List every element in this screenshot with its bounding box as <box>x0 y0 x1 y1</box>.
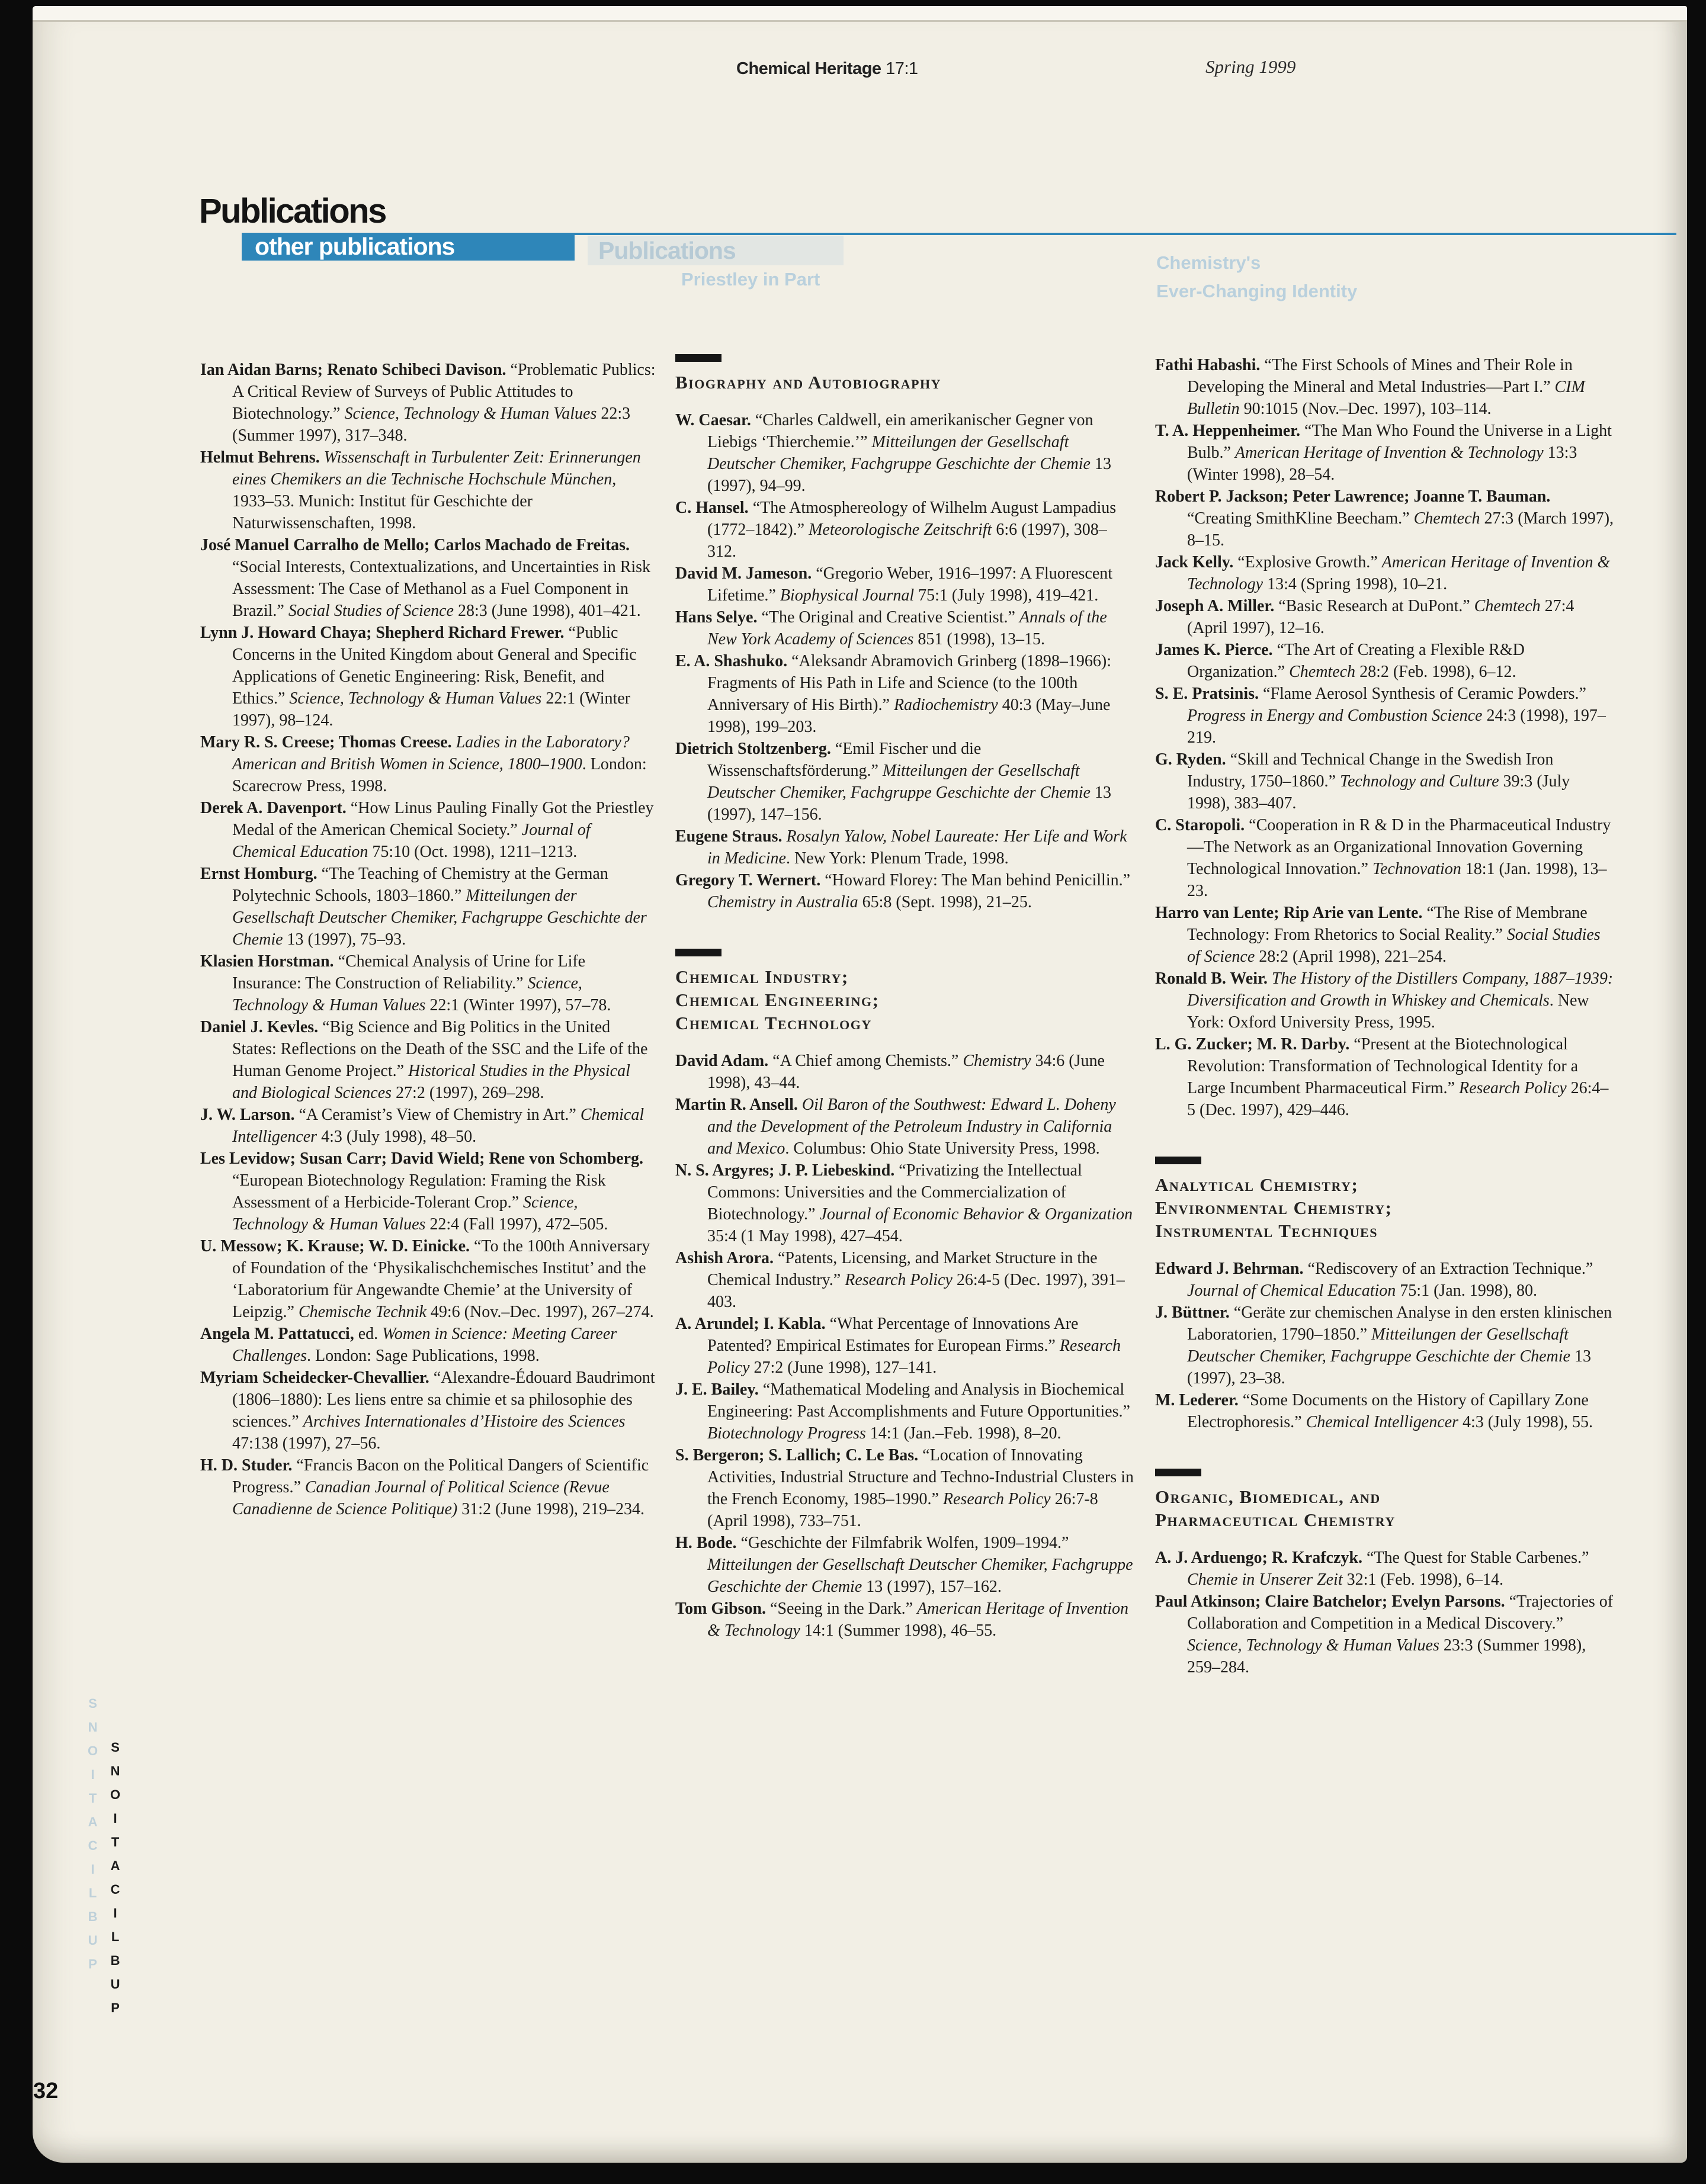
sidebar-vertical-label <box>110 1741 120 2015</box>
bibliography-entry: U. Messow; K. Krause; W. D. Einicke. “To the 100th Anniversary of Foundation of the ‘Physikalischchemisches Institut’ and the ‘Laboratorium für Angewandte Chemie’ at the University of Leipzig.” Chemische Technik 49:6 (Nov.–Dec. 1997), 267–274. <box>200 1237 654 1321</box>
sidebar-letter: S <box>111 1740 120 1755</box>
bibliography-entry: Ronald B. Weir. The History of the Distillers Company, 1887–1939: Diversification and Growth in Whiskey and Chemicals. New York: Oxford University Press, 1995. <box>1155 969 1614 1032</box>
sidebar-letter: L <box>111 1929 120 1944</box>
section-rule <box>1155 1157 1201 1164</box>
bibliography-entry: Martin R. Ansell. Oil Baron of the Southwest: Edward L. Doheny and the Development of the Petroleum Industry in California and Mexico. Columbus: Ohio State University Press, 1998. <box>675 1096 1116 1158</box>
section-heading: Organic, Biomedical, and Pharmaceutical Chemistry <box>1155 1486 1396 1530</box>
sidebar-letter: N <box>110 1764 120 1778</box>
showthrough-heading-line: Ever-Changing Identity <box>1156 281 1358 301</box>
sidebar-letter: P <box>111 2000 120 2015</box>
section-heading: Analytical Chemistry; Environmental Chemistry; Instrumental Techniques <box>1155 1174 1393 1241</box>
bibliography-entry: Angela M. Pattatucci, ed. Women in Science: Meeting Career Challenges. London: Sage Publications, 1998. <box>200 1325 617 1365</box>
bibliography-entry: Daniel J. Kevles. “Big Science and Big Politics in the United States: Reflections on the Death of the SSC and the Life of the Human Genome Project.” Historical Studies in the Physical and Biological Sciences 27:2 (1997), 269–298. <box>200 1018 648 1102</box>
bibliography-section <box>675 354 1134 913</box>
sidebar-letter: U <box>88 1933 98 1948</box>
sidebar-letter: I <box>113 1906 117 1920</box>
bibliography-section <box>675 949 1134 1642</box>
bibliography-entry: Robert P. Jackson; Peter Lawrence; Joanne T. Bauman. “Creating SmithKline Beecham.” Chemtech 27:3 (March 1997), 8–15. <box>1155 487 1614 550</box>
bibliography-column-3 <box>1155 354 1614 1678</box>
sidebar-letter: C <box>110 1882 120 1897</box>
bibliography-column-1 <box>200 359 658 1520</box>
bibliography-entry: M. Lederer. “Some Documents on the History of Capillary Zone Electrophoresis.” Chemical Intelligencer 4:3 (July 1998), 55. <box>1155 1391 1593 1431</box>
sidebar-letter: A <box>110 1858 120 1873</box>
bibliography-entry: E. A. Shashuko. “Aleksandr Abramovich Grinberg (1898–1966): Fragments of His Path in Life and Science (to the 100th Anniversary of His Birth).” Radiochemistry 40:3 (May–June 1998), 199–203. <box>675 652 1112 736</box>
sidebar-letter: I <box>91 1862 95 1877</box>
bibliography-entry: N. S. Argyres; J. P. Liebeskind. “Privatizing the Intellectual Commons: Universities and the Commercialization of Biotechnology.” Journal of Economic Behavior & Organization 35:4 (1 May 1998), 427–454. <box>675 1161 1133 1245</box>
bibliography-entry: A. J. Arduengo; R. Krafczyk. “The Quest for Stable Carbenes.” Chemie in Unserer Zeit 32:1 (Feb. 1998), 6–14. <box>1155 1549 1589 1589</box>
bibliography-entry: David M. Jameson. “Gregorio Weber, 1916–1997: A Fluorescent Lifetime.” Biophysical Journal 75:1 (July 1998), 419–421. <box>675 564 1113 605</box>
bibliography-entry: W. Caesar. “Charles Caldwell, ein amerikanischer Gegner von Liebigs ‘Thierchemie.’” Mitteilungen der Gesellschaft Deutscher Chemiker, Fachgruppe Geschichte der Chemie 13 (1997), 94–99. <box>675 411 1111 495</box>
showthrough-heading <box>1156 249 1357 306</box>
bibliography-section <box>1155 354 1614 1121</box>
bibliography-entry: James K. Pierce. “The Art of Creating a Flexible R&D Organization.” Chemtech 28:2 (Feb. 1998), 6–12. <box>1155 641 1525 681</box>
sidebar-letter: O <box>110 1787 121 1802</box>
section-heading: Biography and Autobiography <box>675 372 941 393</box>
banner-rule <box>575 233 1676 235</box>
sidebar-letter: T <box>111 1835 120 1849</box>
masthead-journal-title <box>736 59 918 79</box>
section-banner: other publications <box>242 233 575 261</box>
sidebar-letter: N <box>88 1720 98 1735</box>
bibliography-entry: Eugene Straus. Rosalyn Yalow, Nobel Laureate: Her Life and Work in Medicine. New York: Plenum Trade, 1998. <box>675 827 1127 868</box>
bibliography-entry: J. W. Larson. “A Ceramist’s View of Chemistry in Art.” Chemical Intelligencer 4:3 (July 1998), 48–50. <box>200 1106 644 1146</box>
bibliography-entry: David Adam. “A Chief among Chemists.” Chemistry 34:6 (June 1998), 43–44. <box>675 1052 1105 1092</box>
bibliography-entry: Klasien Horstman. “Chemical Analysis of Urine for Life Insurance: The Construction of Reliability.” Science, Technology & Human Values 22:1 (Winter 1997), 57–78. <box>200 952 611 1014</box>
bibliography-entry: A. Arundel; I. Kabla. “What Percentage of Innovations Are Patented? Empirical Estimates for European Firms.” Research Policy 27:2 (June 1998), 127–141. <box>675 1315 1121 1377</box>
bibliography-entry: C. Hansel. “The Atmosphereology of Wilhelm August Lampadius (1772–1842).” Meteorologische Zeitschrift 6:6 (1997), 308–312. <box>675 499 1117 561</box>
journal-issue: 17:1 <box>886 59 918 78</box>
sidebar-letter: C <box>88 1838 98 1853</box>
bibliography-entry: H. D. Studer. “Francis Bacon on the Political Dangers of Scientific Progress.” Canadian Journal of Political Science (Revue Canadienne de Science Politique) 31:2 (June 1998), 219–234. <box>200 1456 649 1518</box>
bibliography-entry: Myriam Scheidecker-Chevallier. “Alexandre-Édouard Baudrimont (1806–1880): Les liens entre sa chimie et sa philosophie des sciences.” Archives Internationales d’Histoire des Sciences 47:138 (1997), 27–56. <box>200 1369 655 1453</box>
sidebar-letter: I <box>113 1811 117 1826</box>
sidebar-letter: B <box>110 1953 120 1968</box>
sidebar-letter: T <box>88 1791 97 1806</box>
bibliography-entry: José Manuel Carralho de Mello; Carlos Machado de Freitas. “Social Interests, Contextualizations, and Uncertainties in Risk Assessment: The Case of Methanol as a Fuel Component in Brazil.” Social Studies of Science 28:3 (June 1998), 401–421. <box>200 536 651 620</box>
sidebar-letter: B <box>88 1909 98 1924</box>
masthead-season: Spring 1999 <box>1205 56 1296 77</box>
page-title: Publications <box>199 192 386 230</box>
bibliography-entry: Jack Kelly. “Explosive Growth.” American Heritage of Invention & Technology 13:4 (Spring 1998), 10–21. <box>1155 553 1611 593</box>
section-rule <box>675 354 721 362</box>
bibliography-entry: Derek A. Davenport. “How Linus Pauling Finally Got the Priestley Medal of the American Chemical Society.” Journal of Chemical Education 75:10 (Oct. 1998), 1211–1213. <box>200 799 654 861</box>
showthrough-banner: Publications <box>588 236 844 265</box>
sidebar-letter: U <box>110 1977 120 1992</box>
bibliography-entry: Harro van Lente; Rip Arie van Lente. “The Rise of Membrane Technology: From Rhetorics to Social Reality.” Social Studies of Science 28:2 (April 1998), 221–254. <box>1155 904 1601 966</box>
showthrough-heading: Priestley in Part <box>681 269 820 290</box>
section-rule <box>675 949 721 956</box>
bibliography-entry: Tom Gibson. “Seeing in the Dark.” American Heritage of Invention & Technology 14:1 (Summer 1998), 46–55. <box>675 1600 1128 1640</box>
page-number: 32 <box>33 2079 59 2103</box>
bibliography-entry: G. Ryden. “Skill and Technical Change in the Swedish Iron Industry, 1750–1860.” Technology and Culture 39:3 (July 1998), 383–407. <box>1155 750 1570 812</box>
bibliography-entry: Paul Atkinson; Claire Batchelor; Evelyn Parsons. “Trajectories of Collaboration and Competition in a Medical Discovery.” Science, Technology & Human Values 23:3 (Summer 1998), 259–284. <box>1155 1592 1614 1676</box>
journal-name: Chemical Heritage <box>736 59 881 78</box>
bibliography-entry: Ernst Homburg. “The Teaching of Chemistry at the German Polytechnic Schools, 1803–1860.” Mitteilungen der Gesellschaft Deutscher Chemiker, Fachgruppe Geschichte der Chemie 13 (1997), 75–93. <box>200 865 647 949</box>
section-rule <box>1155 1469 1201 1476</box>
sidebar-letter: S <box>88 1696 97 1711</box>
bibliography-column-2 <box>675 354 1134 1642</box>
sidebar-letter: P <box>88 1957 97 1971</box>
bibliography-entry: Lynn J. Howard Chaya; Shepherd Richard Frewer. “Public Concerns in the United Kingdom about General and Specific Applications of Genetic Engineering: Risk, Benefit, and Ethics.” Science, Technology & Human Values 22:1 (Winter 1997), 98–124. <box>200 624 637 730</box>
bibliography-entry: Helmut Behrens. Wissenschaft in Turbulenter Zeit: Erinnerungen eines Chemikers an die Technische Hochschule München, 1933–53. Munich: Institut für Geschichte der Naturwissenschaften, 1998. <box>200 448 641 532</box>
bibliography-entry: C. Staropoli. “Cooperation in R & D in the Pharmaceutical Industry—The Network as an Organizational Innovation Governing Technological Innovation.” Technovation 18:1 (Jan. 1998), 13–23. <box>1155 816 1611 900</box>
bibliography-entry: Mary R. S. Creese; Thomas Creese. Ladies in the Laboratory? American and British Women in Science, 1800–1900. London: Scarecrow Press, 1998. <box>200 733 647 795</box>
bibliography-entry: Les Levidow; Susan Carr; David Wield; Rene von Schomberg. “European Biotechnology Regulation: Framing the Risk Assessment of a Herbicide-Tolerant Crop.” Science, Technology & Human Values 22:4 (Fall 1997), 472–505. <box>200 1149 644 1234</box>
bibliography-entry: Dietrich Stoltzenberg. “Emil Fischer und die Wissenschaftsförderung.” Mitteilungen der Gesellschaft Deutscher Chemiker, Fachgruppe Geschichte der Chemie 13 (1997), 147–156. <box>675 740 1111 824</box>
bibliography-entry: J. Büttner. “Geräte zur chemischen Analyse in den ersten klinischen Laboratorien, 1790–1850.” Mitteilungen der Gesellschaft Deutscher Chemiker, Fachgruppe Geschichte der Chemie 13 (1997), 23–38. <box>1155 1303 1612 1388</box>
sidebar-letter: I <box>91 1767 95 1782</box>
bibliography-entry: Fathi Habashi. “The First Schools of Mines and Their Role in Developing the Mineral and Metal Industries—Part I.” CIM Bulletin 90:1015 (Nov.–Dec. 1997), 103–114. <box>1155 356 1585 418</box>
bibliography-entry: J. E. Bailey. “Mathematical Modeling and Analysis in Biochemical Engineering: Past Accomplishments and Future Opportunities.” Biotechnology Progress 14:1 (Jan.–Feb. 1998), 8–20. <box>675 1380 1130 1443</box>
bibliography-entry: Ian Aidan Barns; Renato Schibeci Davison. “Problematic Publics: A Critical Review of Surveys of Public Attitudes to Biotechnology.” Science, Technology & Human Values 22:3 (Summer 1997), 317–348. <box>200 361 656 445</box>
bibliography-entry: S. Bergeron; S. Lallich; C. Le Bas. “Location of Innovating Activities, Industrial Structure and Techno-Industrial Clusters in the French Economy, 1985–1990.” Research Policy 26:7-8 (April 1998), 733–751. <box>675 1446 1134 1530</box>
bibliography-section <box>1155 1157 1614 1433</box>
bibliography-section <box>1155 1469 1614 1678</box>
bibliography-entry: Hans Selye. “The Original and Creative Scientist.” Annals of the New York Academy of Sciences 851 (1998), 13–15. <box>675 608 1107 648</box>
bibliography-entry: Gregory T. Wernert. “Howard Florey: The Man behind Penicillin.” Chemistry in Australia 65:8 (Sept. 1998), 21–25. <box>675 871 1131 911</box>
bibliography-entry: Joseph A. Miller. “Basic Research at DuPont.” Chemtech 27:4 (April 1997), 12–16. <box>1155 597 1574 637</box>
bibliography-entry: T. A. Heppenheimer. “The Man Who Found the Universe in a Light Bulb.” American Heritage of Invention & Technology 13:3 (Winter 1998), 28–54. <box>1155 422 1612 484</box>
bibliography-entry: L. G. Zucker; M. R. Darby. “Present at the Biotechnological Revolution: Transformation of Technological Identity for a Large Incumbent Pharmaceutical Firm.” Research Policy 26:4–5 (Dec. 1997), 429–446. <box>1155 1035 1609 1119</box>
section-heading: Chemical Industry; Chemical Engineering; Chemical Technology <box>675 966 880 1033</box>
sidebar-letter: A <box>88 1814 98 1829</box>
bibliography-entry: H. Bode. “Geschichte der Filmfabrik Wolfen, 1909–1994.” Mitteilungen der Gesellschaft Deutscher Chemiker, Fachgruppe Geschichte der Chemie 13 (1997), 157–162. <box>675 1534 1133 1596</box>
bibliography-entry: Edward J. Behrman. “Rediscovery of an Extraction Technique.” Journal of Chemical Education 75:1 (Jan. 1998), 80. <box>1155 1260 1593 1300</box>
sidebar-letter: O <box>88 1743 98 1758</box>
sidebar-vertical-label-ghost <box>88 1697 98 1971</box>
bibliography-entry: Ashish Arora. “Patents, Licensing, and Market Structure in the Chemical Industry.” Research Policy 26:4-5 (Dec. 1997), 391–403. <box>675 1249 1125 1311</box>
showthrough-heading-line: Chemistry's <box>1156 252 1261 273</box>
sidebar-letter: L <box>88 1886 97 1900</box>
bibliography-entry: S. E. Pratsinis. “Flame Aerosol Synthesis of Ceramic Powders.” Progress in Energy and Combustion Science 24:3 (1998), 197–219. <box>1155 685 1606 747</box>
bibliography-section <box>200 359 658 1520</box>
